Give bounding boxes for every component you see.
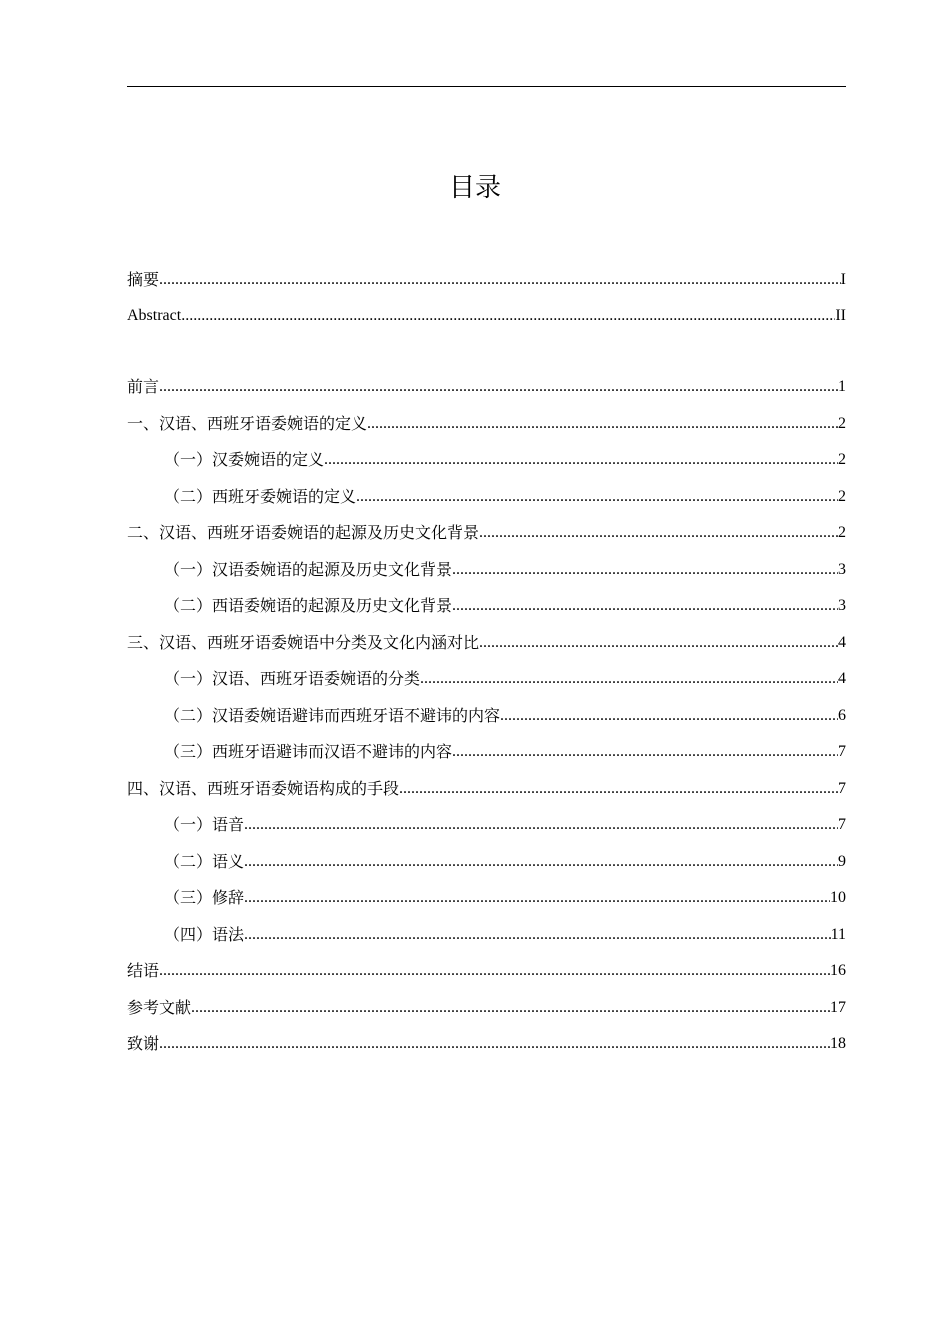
toc-dot-leader [159,1034,830,1054]
toc-dot-leader [324,450,838,470]
toc-entry-label: （二）西班牙委婉语的定义 [164,487,357,506]
toc-entry-section-3-1[interactable] [164,663,846,689]
toc-entry-label: （二）汉语委婉语避讳而西班牙语不避讳的内容 [164,706,501,725]
toc-dot-leader [479,633,838,653]
toc-entry-page: 11 [830,926,846,943]
toc-entry-page: 10 [830,889,846,906]
toc-entry-conclusion[interactable] [127,955,846,981]
toc-dot-leader [159,377,838,397]
toc-entry-label: 致谢 [127,1034,160,1053]
toc-dot-leader [244,925,831,945]
toc-entry-section-2-2[interactable] [164,590,846,616]
toc-entry-label: 四、汉语、西班牙语委婉语构成的手段 [127,779,400,798]
toc-entry-page: 17 [830,999,846,1016]
toc-entry-label: 结语 [127,961,160,980]
toc-entry-section-4-2[interactable] [164,846,846,872]
toc-entry-section-4-3[interactable] [164,882,846,908]
toc-entry-label: （一）汉委婉语的定义 [164,450,325,469]
toc-entry-page: 4 [838,670,846,687]
toc-entry-section-4-4[interactable] [164,919,846,945]
toc-entry-label: 一、汉语、西班牙语委婉语的定义 [127,414,368,433]
toc-dot-leader [159,270,841,290]
toc-entry-page: 2 [838,451,846,468]
toc-entry-page: 2 [838,415,846,432]
toc-entry-label: 三、汉语、西班牙语委婉语中分类及文化内涵对比 [127,633,480,652]
toc-dot-leader [159,961,830,981]
toc-entry-section-3-2[interactable] [164,700,846,726]
toc-dot-leader [500,706,838,726]
toc-entry-abstract-en[interactable] [127,300,846,326]
toc-entry-label: （三）西班牙语避讳而汉语不避讳的内容 [164,742,453,761]
toc-entry-label: 二、汉语、西班牙语委婉语的起源及历史文化背景 [127,523,480,542]
toc-dot-leader [367,414,838,434]
toc-dot-leader [399,779,838,799]
toc-entry-page: 7 [838,743,846,760]
toc-entry-label: （一）语音 [164,815,245,834]
toc-entry-page: 6 [838,707,846,724]
toc-entry-page: 7 [838,816,846,833]
toc-entry-label: （二）语义 [164,852,245,871]
toc-dot-leader [244,888,830,908]
toc-entry-chapter-3[interactable] [127,627,846,653]
toc-dot-leader [191,998,830,1018]
toc-entry-section-4-1[interactable] [164,809,846,835]
toc-entry-acknowledgements[interactable] [127,1028,846,1054]
toc-entry-page: II [835,307,846,324]
toc-entry-label: （一）汉语委婉语的起源及历史文化背景 [164,560,453,579]
toc-entry-page: 3 [838,597,846,614]
toc-entry-label: （四）语法 [164,925,245,944]
toc-dot-leader [244,815,838,835]
toc-entry-abstract-cn[interactable] [127,264,846,290]
toc-entry-page: 9 [838,853,846,870]
toc-entry-section-3-3[interactable] [164,736,846,762]
toc-entry-page: 7 [838,780,846,797]
toc-dot-leader [452,560,838,580]
toc-entry-page: 16 [830,962,846,979]
toc-entry-section-1-2[interactable] [164,481,846,507]
toc-entry-page: 2 [838,524,846,541]
toc-entry-chapter-1[interactable] [127,408,846,434]
toc-entry-section-2-1[interactable] [164,554,846,580]
toc-entry-label: 参考文献 [127,998,192,1017]
toc-entry-references[interactable] [127,992,846,1018]
toc-entry-page: 3 [838,561,846,578]
toc-entry-label: （三）修辞 [164,888,245,907]
toc-entry-page: I [840,271,846,288]
toc-entry-chapter-4[interactable] [127,773,846,799]
toc-dot-leader [479,523,838,543]
toc-dot-leader [452,596,838,616]
toc-dot-leader [356,487,838,507]
toc-dot-leader [420,669,838,689]
toc-entry-label: Abstract [127,307,182,324]
toc-entry-preface[interactable] [127,371,846,397]
toc-entry-chapter-2[interactable] [127,517,846,543]
toc-dot-leader [452,742,838,762]
toc-dot-leader [181,306,835,326]
toc-entry-page: 1 [838,378,846,395]
toc-title: 目录 [448,173,501,203]
toc-entry-page: 2 [838,488,846,505]
toc-entry-section-1-1[interactable] [164,444,846,470]
toc-entry-page: 18 [830,1035,846,1052]
toc-dot-leader [244,852,838,872]
toc-entry-label: 前言 [127,377,160,396]
toc-entry-label: （二）西语委婉语的起源及历史文化背景 [164,596,453,615]
toc-entry-label: （一）汉语、西班牙语委婉语的分类 [164,669,421,688]
toc-entry-page: 4 [838,634,846,651]
toc-entry-label: 摘要 [127,270,160,289]
header-rule [127,86,846,87]
